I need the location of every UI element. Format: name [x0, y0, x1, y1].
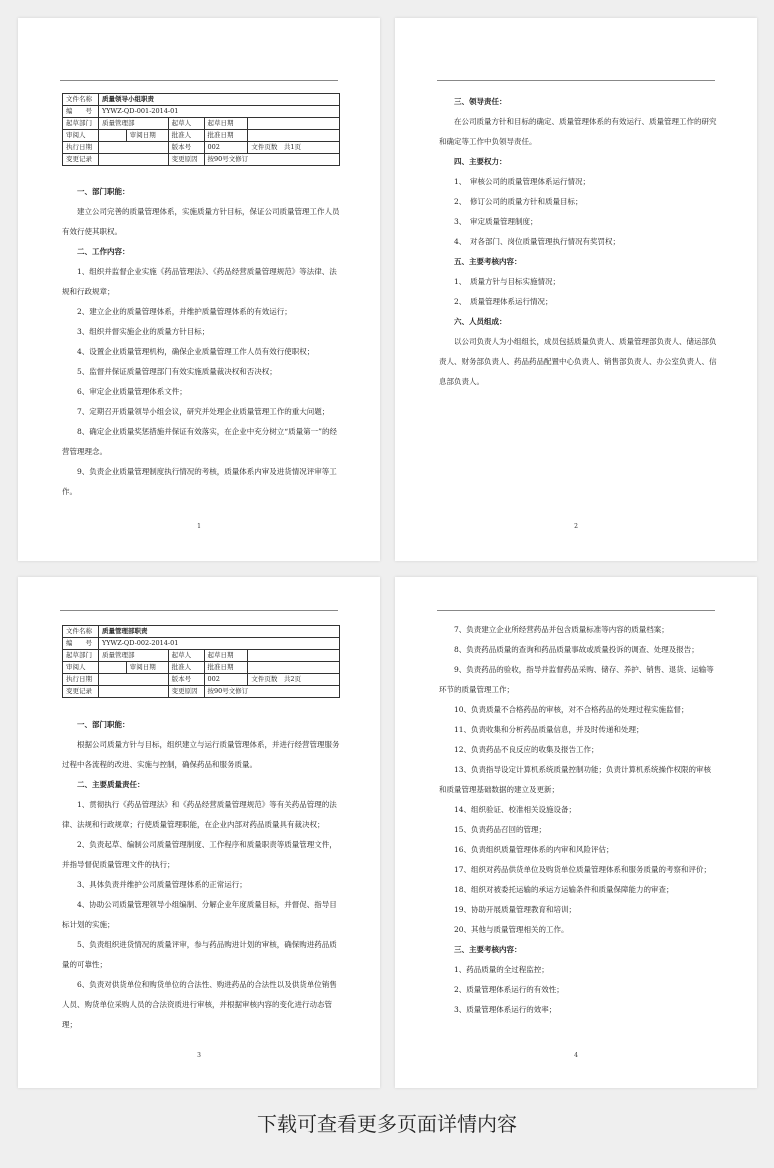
table-cell: 质量管理部	[98, 650, 168, 662]
paragraph: 14、组织验证、校准相关设施设备；	[454, 805, 577, 814]
document-page-3	[18, 577, 380, 1088]
page-number: 3	[197, 1052, 201, 1059]
table-cell: 审阅人	[63, 130, 99, 142]
paragraph: 1、药品质量的全过程监控；	[454, 965, 549, 974]
table-cell: 批准人	[168, 130, 204, 142]
document-page-2	[395, 18, 757, 561]
section-heading: 一、部门职能：	[77, 187, 130, 196]
table-cell: 执行日期	[63, 674, 99, 686]
paragraph: 建立公司完善的质量管理体系，实施质量方针目标，保证公司质量管理工作人员有效行使其职权。	[62, 207, 340, 236]
table-cell: 编 号	[63, 106, 99, 118]
table-cell: 批准日期	[204, 662, 248, 674]
paragraph: 4、协助公司质量管理领导小组编制、分解企业年度质量目标，并督促、指导目标计划的实施；	[62, 900, 337, 929]
table-cell	[248, 118, 340, 130]
table-cell: 版本号	[168, 142, 204, 154]
table-cell: 审阅日期	[126, 130, 168, 142]
page-body	[62, 715, 340, 1035]
paragraph: 17、组织对药品供货单位及购货单位质量管理体系和服务质量的考察和评价；	[454, 865, 712, 874]
table-cell: 002	[204, 674, 248, 686]
table-cell: 起草人	[168, 650, 204, 662]
paragraph: 20、其他与质量管理相关的工作。	[454, 925, 569, 934]
download-more-banner[interactable]: 下载可查看更多页面详情内容	[257, 1112, 517, 1136]
paragraph: 2、 修订公司的质量方针和质量目标；	[454, 197, 583, 206]
paragraph: 8、负责药品质量的查询和药品质量事故或质量投诉的调查、处理及报告；	[454, 645, 699, 654]
page-body	[439, 92, 717, 392]
header-rule	[60, 80, 338, 81]
table-cell: YYWZ-QD-001-2014-01	[98, 106, 339, 118]
table-row	[63, 118, 340, 130]
table-cell: 起草日期	[204, 650, 248, 662]
table-cell: 变更原因	[168, 154, 204, 166]
table-cell: 文件名称	[63, 94, 99, 106]
page-body	[62, 182, 340, 502]
paragraph: 9、负责药品的验收，指导并监督药品采购、储存、养护、销售、退货、运输等环节的质量管理工作；	[439, 665, 714, 694]
table-cell: 质量领导小组职责	[98, 94, 339, 106]
table-cell: 变更原因	[168, 686, 204, 698]
table-cell	[248, 650, 340, 662]
paragraph: 9、负责企业质量管理制度执行情况的考核，质量体系内审及进货情况评审等工作。	[62, 467, 337, 496]
section-heading: 六、人员组成：	[454, 317, 507, 326]
paragraph: 以公司负责人为小组组长，成员包括质量负责人、质量管理部负责人、储运部负责人、财务部负责人、药品药品配置中心负责人、销售部负责人、办公室负责人、信息部负责人。	[439, 337, 717, 386]
section-heading: 二、工作内容：	[77, 247, 130, 256]
table-cell	[98, 142, 168, 154]
table-row	[63, 130, 340, 142]
paragraph: 2、负责起草、编制公司质量管理制度、工作程序和质量职责等质量管理文件，并指导督促质量管理文件的执行；	[62, 840, 337, 869]
table-cell: 审阅人	[63, 662, 99, 674]
paragraph: 4、 对各部门、岗位质量管理执行情况有奖罚权；	[454, 237, 621, 246]
table-row	[63, 142, 340, 154]
table-cell: 文件页数 共1页	[248, 142, 340, 154]
table-cell: 起草部门	[63, 650, 99, 662]
header-rule	[437, 610, 715, 611]
paragraph: 7、负责建立企业所经营药品并包含质量标准等内容的质量档案；	[454, 625, 669, 634]
paragraph: 2、 质量管理体系运行情况；	[454, 297, 553, 306]
paragraph: 3、 审定质量管理制度；	[454, 217, 538, 226]
paragraph: 12、负责药品不良反应的收集及报告工作；	[454, 745, 599, 754]
table-row	[63, 94, 340, 106]
section-heading: 三、领导责任：	[454, 97, 507, 106]
paragraph: 1、 质量方针与目标实施情况；	[454, 277, 561, 286]
page-body	[439, 620, 717, 1020]
paragraph: 8、确定企业质量奖惩措施并保证有效落实，在企业中充分树立“质量第一”的经营管理理念。	[62, 427, 337, 456]
paragraph: 6、审定企业质量管理体系文件；	[77, 387, 187, 396]
table-row	[63, 674, 340, 686]
table-cell: 质量管理部	[98, 118, 168, 130]
paragraph: 1、贯彻执行《药品管理法》和《药品经营质量管理规范》等有关药品管理的法律、法规和行政规章；行使质量管理职能，在企业内部对药品质量具有裁决权；	[62, 800, 337, 829]
table-cell: 质量管理部职责	[98, 626, 339, 638]
paragraph: 2、建立企业的质量管理体系，并维护质量管理体系的有效运行；	[77, 307, 292, 316]
page-number: 1	[197, 523, 201, 530]
section-heading: 五、主要考核内容：	[454, 257, 522, 266]
paragraph: 10、负责质量不合格药品的审核，对不合格药品的处理过程实施监督；	[454, 705, 689, 714]
paragraph: 5、监督并保证质量管理部门有效实施质量裁决权和否决权；	[77, 367, 277, 376]
table-cell: 变更记录	[63, 154, 99, 166]
paragraph: 2、质量管理体系运行的有效性；	[454, 985, 564, 994]
table-row	[63, 626, 340, 638]
table-cell: 版本号	[168, 674, 204, 686]
header-rule	[60, 610, 338, 611]
table-cell: 起草日期	[204, 118, 248, 130]
paragraph: 3、组织并督实施企业的质量方针目标；	[77, 327, 210, 336]
table-cell	[98, 686, 168, 698]
table-cell	[248, 662, 340, 674]
paragraph: 6、负责对供货单位和购货单位的合法性、购进药品的合法性以及供货单位销售人员、购货单位采购人员的合法资质进行审核，并根据审核内容的变化进行动态管理；	[62, 980, 337, 1029]
paragraph: 3、质量管理体系运行的效率；	[454, 1005, 557, 1014]
paragraph: 15、负责药品召回的管理；	[454, 825, 547, 834]
table-cell: 按90号文修订	[204, 154, 339, 166]
paragraph: 4、设置企业质量管理机构，确保企业质量管理工作人员有效行使职权；	[77, 347, 315, 356]
file-info-table	[62, 625, 340, 698]
paragraph: 7、定期召开质量领导小组会议，研究并处理企业质量管理工作的重大问题；	[77, 407, 330, 416]
table-cell	[98, 130, 126, 142]
table-cell	[98, 154, 168, 166]
table-cell	[248, 130, 340, 142]
table-cell: 按90号文修订	[204, 686, 339, 698]
paragraph: 在公司质量方针和目标的确定、质量管理体系的有效运行、质量管理工作的研究和确定等工作中负领导责任。	[439, 117, 717, 146]
paragraph: 16、负责组织质量管理体系的内审和风险评估；	[454, 845, 614, 854]
paragraph: 5、负责组织进货情况的质量评审，参与药品购进计划的审核，确保购进药品质量的可靠性；	[62, 940, 337, 969]
paragraph: 18、组织对被委托运输的承运方运输条件和质量保障能力的审查；	[454, 885, 674, 894]
table-cell	[98, 662, 126, 674]
section-heading: 三、主要考核内容：	[454, 945, 522, 954]
paragraph: 11、负责收集和分析药品质量信息，并及时传递和处理；	[454, 725, 644, 734]
document-page-1	[18, 18, 380, 561]
table-row	[63, 686, 340, 698]
section-heading: 四、主要权力：	[454, 157, 507, 166]
paragraph: 19、协助开展质量管理教育和培训；	[454, 905, 577, 914]
table-row	[63, 106, 340, 118]
table-cell: 002	[204, 142, 248, 154]
paragraph: 根据公司质量方针与目标，组织建立与运行质量管理体系，并进行经营管理服务过程中各流程的改进、实施与控制，确保药品和服务质量。	[62, 740, 340, 769]
table-cell: 起草部门	[63, 118, 99, 130]
document-page-4	[395, 577, 757, 1088]
table-cell: 文件名称	[63, 626, 99, 638]
table-cell: 批准日期	[204, 130, 248, 142]
table-cell	[98, 674, 168, 686]
header-rule	[437, 80, 715, 81]
paragraph: 13、负责指导设定计算机系统质量控制功能；负责计算机系统操作权限的审核和质量管理基础数据的建立及更新；	[439, 765, 712, 794]
section-heading: 二、主要质量责任：	[77, 780, 145, 789]
table-row	[63, 662, 340, 674]
table-cell: 执行日期	[63, 142, 99, 154]
paragraph: 3、具体负责并维护公司质量管理体系的正常运行；	[77, 880, 247, 889]
table-cell: 文件页数 共2页	[248, 674, 340, 686]
table-cell: YYWZ-QD-002-2014-01	[98, 638, 339, 650]
table-row	[63, 650, 340, 662]
page-number: 2	[574, 523, 578, 530]
table-row	[63, 638, 340, 650]
table-row	[63, 154, 340, 166]
paragraph: 1、组织并监督企业实施《药品管理法》、《药品经营质量管理规范》等法律、法规和行政规章；	[62, 267, 337, 296]
table-cell: 审阅日期	[126, 662, 168, 674]
table-cell: 批准人	[168, 662, 204, 674]
file-info-table	[62, 93, 340, 166]
page-number: 4	[574, 1052, 578, 1059]
table-cell: 起草人	[168, 118, 204, 130]
section-heading: 一、部门职能：	[77, 720, 130, 729]
paragraph: 1、 审核公司的质量管理体系运行情况；	[454, 177, 591, 186]
table-cell: 变更记录	[63, 686, 99, 698]
table-cell: 编 号	[63, 638, 99, 650]
